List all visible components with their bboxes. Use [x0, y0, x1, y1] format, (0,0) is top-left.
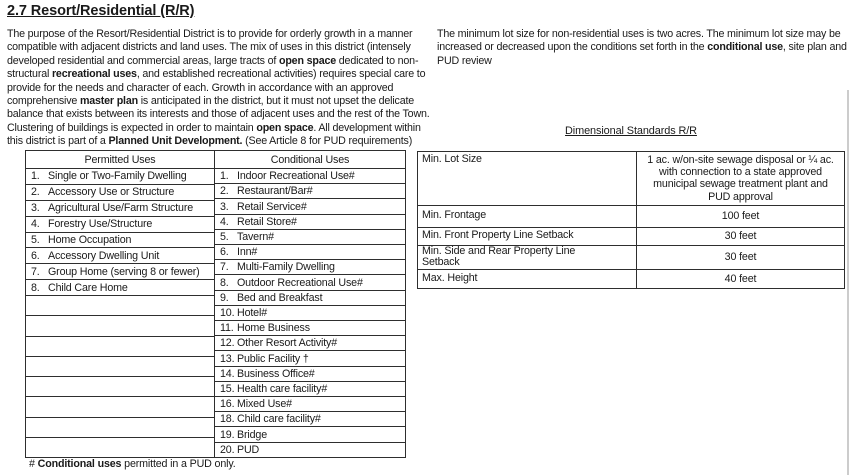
use-label: Multi-Family Dwelling	[237, 261, 335, 274]
empty-row	[26, 396, 214, 416]
row-number: 11.	[220, 322, 234, 335]
use-label: Public Facility †	[237, 352, 309, 365]
table-row	[215, 290, 405, 305]
use-label: Hotel#	[237, 306, 267, 319]
permitted-uses-header: Permitted Uses	[84, 153, 156, 166]
row-number: 9.	[220, 291, 229, 304]
table-row	[215, 168, 405, 183]
table-row	[215, 229, 405, 244]
use-label: Outdoor Recreational Use#	[237, 276, 363, 289]
table-row	[26, 247, 214, 263]
use-label: Home Business	[237, 322, 310, 335]
use-label: Child Care Home	[48, 281, 128, 294]
table-row	[26, 279, 214, 295]
standard-value: 100 feet	[636, 206, 844, 227]
table-row	[418, 205, 844, 227]
row-number: 2.	[31, 186, 40, 199]
empty-row	[26, 437, 214, 457]
table-row	[215, 396, 405, 411]
use-label: Agricultural Use/Farm Structure	[48, 202, 194, 215]
use-label: Indoor Recreational Use#	[237, 170, 355, 183]
table-row	[26, 232, 214, 248]
row-number: 6.	[31, 249, 40, 262]
row-number: 14.	[220, 367, 235, 380]
table-row	[215, 335, 405, 350]
table-row	[26, 184, 214, 200]
table-row	[215, 259, 405, 274]
table-row	[215, 274, 405, 289]
use-label: Inn#	[237, 246, 258, 259]
row-number: 16.	[220, 398, 235, 411]
row-number: 15.	[220, 382, 235, 395]
table-row	[215, 183, 405, 198]
use-label: Restaurant/Bar#	[237, 185, 313, 198]
row-number: 5.	[220, 230, 229, 243]
use-label: Home Occupation	[48, 234, 132, 246]
standard-value: 40 feet	[636, 270, 844, 288]
row-number: 12.	[220, 337, 235, 350]
empty-row	[26, 315, 214, 335]
use-label: Accessory Use or Structure	[48, 186, 175, 199]
table-row	[215, 320, 405, 335]
row-number: 13.	[220, 352, 235, 365]
permitted-uses-column	[26, 151, 214, 457]
standard-value: 1 ac. w/on-site sewage disposal or ¼ ac. with connection to a state approved municipal sewage treatment plant and PUD approval	[636, 152, 844, 205]
table-row	[418, 227, 844, 245]
use-label: Bed and Breakfast	[237, 291, 323, 304]
row-number: 4.	[31, 218, 40, 231]
empty-rows	[26, 295, 214, 457]
use-label: Retail Service#	[237, 200, 307, 213]
row-number: 10.	[220, 306, 235, 319]
table-row	[215, 214, 405, 229]
row-number: 7.	[220, 261, 229, 274]
empty-row	[26, 417, 214, 437]
table-row	[215, 442, 405, 457]
standard-label: Min. Frontage	[422, 209, 486, 222]
conditional-uses-column	[214, 151, 405, 457]
use-label: Single or Two-Family Dwelling	[48, 170, 187, 183]
table-row	[26, 263, 214, 279]
row-number: 8.	[31, 281, 40, 294]
table-row	[215, 381, 405, 396]
empty-row	[26, 356, 214, 376]
conditional-uses-footnote: # Conditional uses permitted in a PUD only.	[29, 458, 236, 470]
use-label: Group Home (serving 8 or fewer)	[48, 265, 200, 278]
use-label: Business Office#	[237, 367, 315, 380]
row-number: 19.	[220, 428, 235, 441]
use-label: Child care facility#	[237, 413, 321, 426]
standard-value: 30 feet	[636, 246, 844, 269]
row-number: 7.	[31, 265, 40, 278]
row-number: 8.	[220, 276, 229, 289]
district-purpose-paragraph: The purpose of the Resort/Residential District is to provide for orderly growth in a manner compatible with adjacent districts and land uses. The mix of uses in this district (intensely developed residential and commercial areas, large tracts of open space dedicated to non-structural recreational uses, and established recreational activities) requires special care to provide for the needs and character of each. Growth in accordance with an approved comprehensive master plan is anticipated in the district, but it must not upset the delicate balance that exists between its interests and those of adjacent uses and the rest of the Town. Clustering of buildings is expected in order to maintain open space. All development within this district is part of a Planned Unit Development. (See Article 8 for PUD requirements)	[7, 28, 430, 148]
table-row	[215, 426, 405, 441]
table-row	[215, 350, 405, 365]
row-number: 1.	[220, 170, 229, 183]
row-number: 3.	[220, 200, 229, 213]
table-row	[418, 269, 844, 288]
standard-label: Max. Height	[422, 271, 478, 284]
table-row	[26, 200, 214, 216]
standard-label: Min. Front Property Line Setback	[422, 229, 574, 242]
conditional-uses-header: Conditional Uses	[270, 153, 350, 166]
table-row	[26, 168, 214, 184]
use-label: Tavern#	[237, 230, 274, 243]
use-label: Health care facility#	[237, 382, 328, 395]
dimensional-standards-heading: Dimensional Standards R/R	[565, 125, 697, 137]
standard-label: Min. Side and Rear Property Line Setback	[422, 244, 576, 269]
standard-label: Min. Lot Size	[422, 153, 482, 165]
use-label: Forestry Use/Structure	[48, 218, 153, 231]
table-row	[26, 216, 214, 232]
row-number: 4.	[220, 215, 229, 228]
row-number: 5.	[31, 234, 40, 246]
table-row	[215, 411, 405, 426]
section-title: 2.7 Resort/Residential (R/R)	[7, 3, 195, 19]
empty-row	[26, 336, 214, 356]
use-label: Mixed Use#	[237, 398, 292, 411]
empty-row	[26, 376, 214, 396]
empty-row	[26, 295, 214, 315]
table-row	[215, 244, 405, 259]
permitted-uses-rows	[26, 168, 214, 295]
permitted-conditional-uses-table	[25, 150, 406, 458]
standard-value: 30 feet	[636, 228, 844, 245]
minimum-lot-size-paragraph: The minimum lot size for non-residential uses is two acres. The minimum lot size may be increased or decreased upon the conditions set forth in the conditional use, site plan and PUD review	[437, 28, 847, 67]
row-number: 2.	[220, 185, 229, 198]
row-number: 20.	[220, 443, 235, 456]
table-row	[215, 366, 405, 381]
row-number: 3.	[31, 202, 40, 215]
use-label: Other Resort Activity#	[237, 337, 338, 350]
use-label: Bridge	[237, 428, 267, 441]
row-number: 6.	[220, 246, 229, 259]
row-number: 18.	[220, 413, 235, 426]
table-row	[418, 152, 844, 205]
conditional-uses-rows	[215, 168, 405, 457]
use-label: PUD	[237, 443, 260, 456]
table-row	[215, 305, 405, 320]
table-row	[418, 245, 844, 269]
table-row	[215, 198, 405, 213]
dimensional-standards-table	[417, 151, 845, 289]
row-number: 1.	[31, 170, 40, 183]
use-label: Accessory Dwelling Unit	[48, 249, 160, 262]
use-label: Retail Store#	[237, 215, 297, 228]
